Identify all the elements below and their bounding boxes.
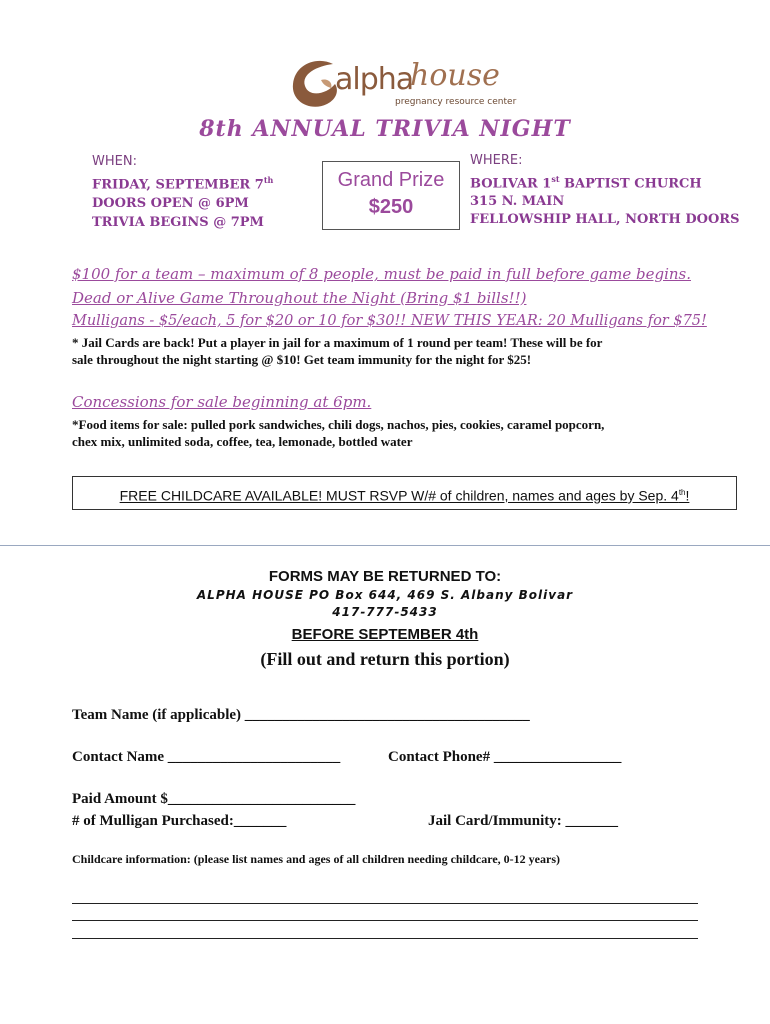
- when-block: [92, 152, 273, 232]
- childcare-entry-line-1[interactable]: [72, 903, 698, 904]
- venue-street: 315 N. MAIN: [470, 194, 565, 210]
- grand-prize-amount: $250: [368, 196, 414, 218]
- event-title: 8th ANNUAL TRIVIA NIGHT: [199, 116, 571, 142]
- grand-prize-box: [322, 161, 460, 230]
- jail-cards-info: * Jail Cards are back! Put a player in jail for a maximum of 1 round per team! These will be for sale throughout the night starting @ $10! Get team immunity for the night for $25!: [72, 335, 603, 367]
- childcare-entry-line-3[interactable]: [72, 938, 698, 939]
- team-name-field[interactable]: Team Name (if applicable) ______________________________________: [72, 707, 530, 723]
- event-date: FRIDAY, SEPTEMBER 7th: [92, 175, 274, 193]
- when-label: WHEN:: [92, 154, 137, 169]
- free-childcare-notice: FREE CHILDCARE AVAILABLE! MUST RSVP W/# of children, names and ages by Sep. 4th!: [72, 476, 737, 510]
- childcare-entry-line-2[interactable]: [72, 920, 698, 921]
- venue-hall: FELLOWSHIP HALL, NORTH DOORS: [470, 212, 740, 228]
- fill-out-instruction: (Fill out and return this portion): [260, 649, 510, 669]
- trivia-start-time: TRIVIA BEGINS @ 7PM: [92, 215, 264, 231]
- alpha-house-logo: [287, 52, 517, 114]
- concessions-heading: Concessions for sale beginning at 6pm.: [72, 393, 372, 411]
- tear-off-divider: [0, 545, 770, 546]
- jail-card-immunity-field[interactable]: Jail Card/Immunity: _______: [428, 813, 619, 829]
- contact-phone-field[interactable]: Contact Phone# _________________: [388, 749, 622, 765]
- logo-tagline: pregnancy resource center: [395, 97, 517, 107]
- where-block: [470, 152, 739, 229]
- food-items-info: *Food items for sale: pulled pork sandwiches, chili dogs, nachos, pies, cookies, caramel popcorn, chex mix, unlimited soda, coffee, tea, lemonade, bottled water: [72, 417, 605, 449]
- dead-or-alive-line: Dead or Alive Game Throughout the Night (Bring $1 bills!!): [72, 289, 527, 307]
- where-label: WHERE:: [470, 153, 523, 168]
- team-fee-line: $100 for a team – maximum of 8 people, must be paid in full before game begins.: [72, 265, 691, 283]
- logo-text-house: house: [410, 58, 500, 93]
- mulligans-purchased-field[interactable]: # of Mulligan Purchased:_______: [72, 813, 287, 829]
- paid-amount-field[interactable]: Paid Amount $_________________________: [72, 791, 356, 807]
- mulligans-line: Mulligans - $5/each, 5 for $20 or 10 for $30!! NEW THIS YEAR: 20 Mulligans for $75!: [72, 313, 707, 329]
- venue-name: BOLIVAR 1st BAPTIST CHURCH: [470, 174, 702, 192]
- contact-name-field[interactable]: Contact Name _______________________: [72, 749, 341, 765]
- childcare-info-label: Childcare information: (please list names and ages of all children needing childcare, 0-12 years): [72, 852, 560, 866]
- forms-return-heading: FORMS MAY BE RETURNED TO:: [268, 568, 502, 585]
- return-address: ALPHA HOUSE PO Box 644, 469 S. Albany Bolivar 417-777-5433: [196, 588, 574, 619]
- doors-open-time: DOORS OPEN @ 6PM: [92, 196, 249, 212]
- logo-text-alpha: alpha: [335, 62, 414, 97]
- return-deadline: BEFORE SEPTEMBER 4th: [291, 626, 479, 643]
- grand-prize-label: Grand Prize: [337, 169, 445, 191]
